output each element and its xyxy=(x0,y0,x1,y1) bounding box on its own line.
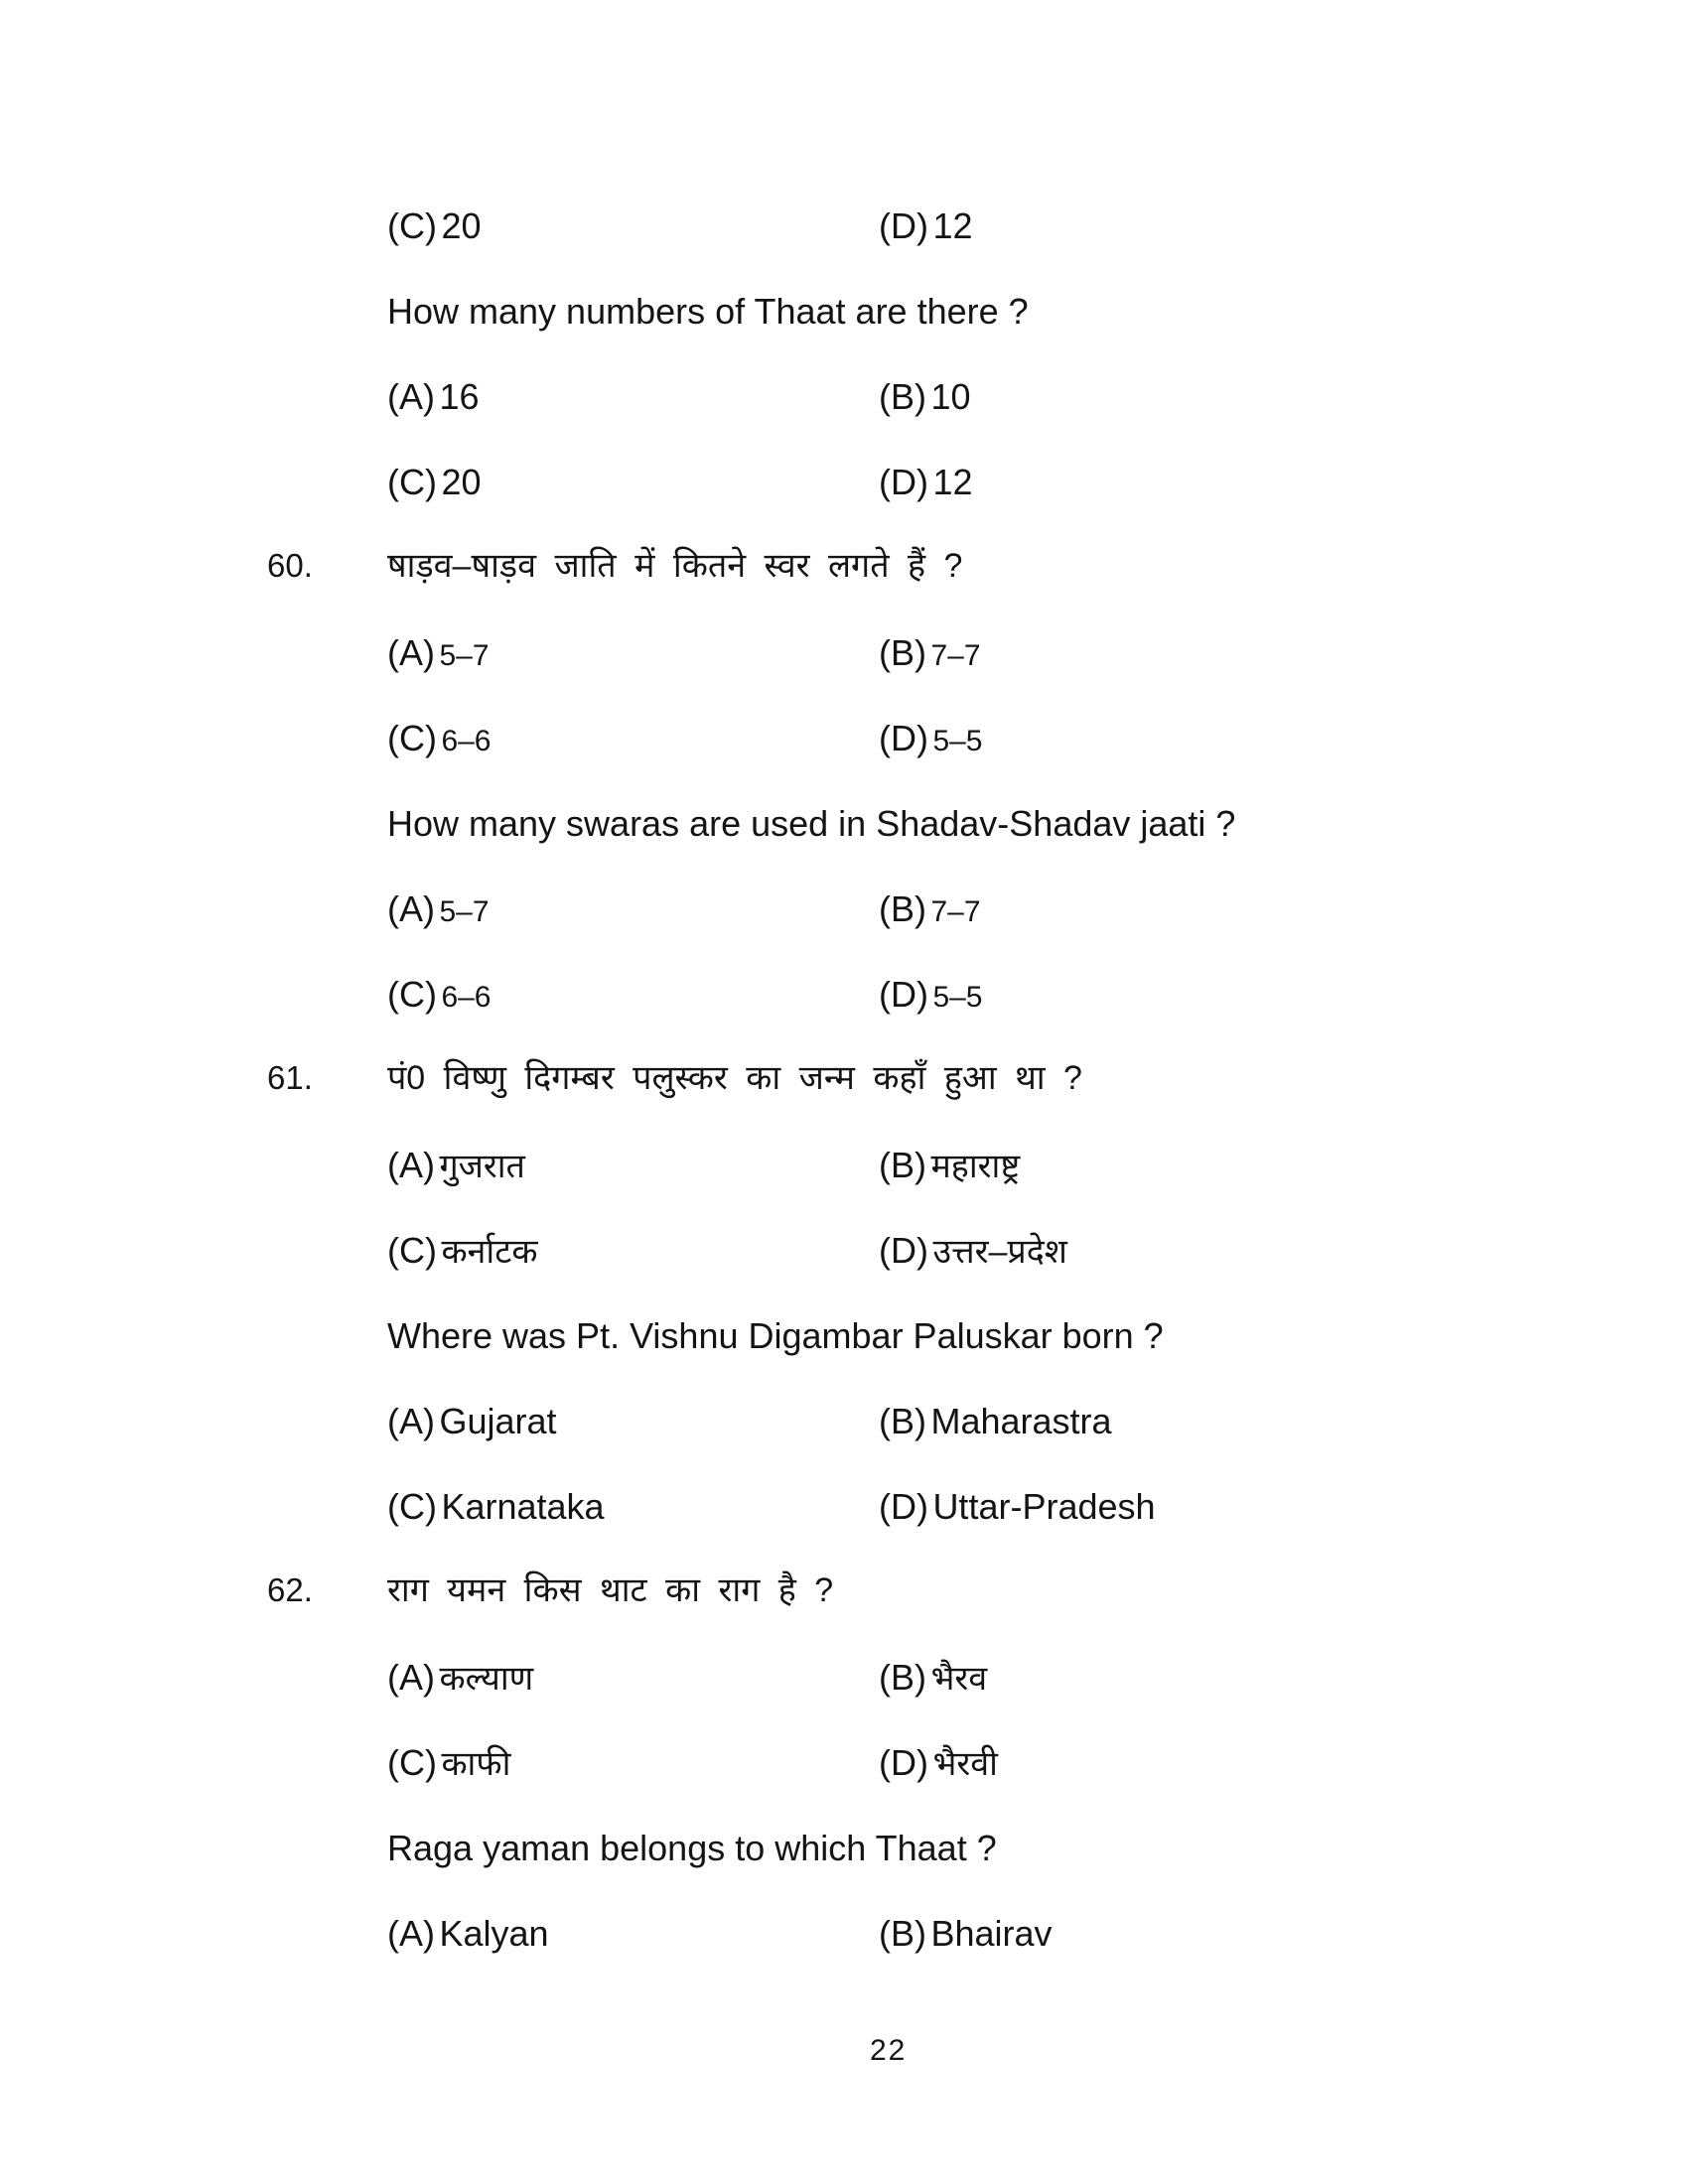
option-row xyxy=(0,205,1688,253)
option-label: (D) xyxy=(879,718,928,758)
option-value: कर्नाटक xyxy=(441,1233,538,1271)
option-value: Kalyan xyxy=(439,1913,549,1954)
option-value: कल्याण xyxy=(439,1660,534,1698)
option-label: (D) xyxy=(879,1230,928,1271)
option-value: भैरव xyxy=(930,1660,988,1698)
option-value: 5–7 xyxy=(439,639,490,672)
option-c xyxy=(387,1742,510,1784)
option-a xyxy=(387,1913,549,1954)
option-c xyxy=(387,1230,537,1272)
option-d xyxy=(879,1742,998,1784)
option-a xyxy=(387,888,490,930)
page-number: 22 xyxy=(870,2034,908,2067)
option-label: (C) xyxy=(387,718,437,758)
option-row xyxy=(0,1230,1688,1278)
option-b xyxy=(879,1657,987,1699)
option-value: 20 xyxy=(441,462,482,502)
option-label: (B) xyxy=(879,1401,926,1441)
option-label: (C) xyxy=(387,1230,437,1271)
question-number: 61. xyxy=(267,1059,313,1096)
option-label: (C) xyxy=(387,1742,437,1783)
question-row xyxy=(0,803,1688,851)
option-label: (A) xyxy=(387,1913,435,1954)
option-label: (B) xyxy=(879,1145,926,1185)
question-text-english: How many numbers of Thaat are there ? xyxy=(387,291,1029,332)
option-value: Uttar-Pradesh xyxy=(932,1486,1156,1527)
option-value: 5–5 xyxy=(932,725,983,757)
option-b xyxy=(879,1145,1020,1186)
option-value: 5–7 xyxy=(439,895,490,928)
option-value: 6–6 xyxy=(441,981,492,1014)
option-b xyxy=(879,1401,1112,1441)
option-value: 20 xyxy=(441,205,482,246)
question-row xyxy=(0,291,1688,339)
option-row xyxy=(0,462,1688,509)
question-row xyxy=(0,547,1688,595)
option-value: 12 xyxy=(932,462,973,502)
option-value: Gujarat xyxy=(439,1401,557,1441)
question-row xyxy=(0,1059,1688,1107)
option-label: (B) xyxy=(879,888,926,929)
option-a xyxy=(387,1401,557,1441)
option-b xyxy=(879,1913,1053,1954)
option-value: 12 xyxy=(932,205,973,246)
option-row xyxy=(0,1401,1688,1448)
option-value: भैरवी xyxy=(932,1745,998,1783)
option-value: 16 xyxy=(439,376,480,417)
option-label: (A) xyxy=(387,632,435,673)
option-value: काफी xyxy=(441,1745,511,1783)
option-row xyxy=(0,376,1688,424)
option-b xyxy=(879,376,971,417)
option-c xyxy=(387,718,492,759)
option-c xyxy=(387,1486,605,1527)
option-row xyxy=(0,1742,1688,1790)
question-text-english: Where was Pt. Vishnu Digambar Paluskar born ? xyxy=(387,1315,1164,1356)
question-number: 60. xyxy=(267,547,313,584)
option-label: (C) xyxy=(387,1486,437,1527)
option-d xyxy=(879,462,972,502)
option-value: Maharastra xyxy=(930,1401,1112,1441)
option-row xyxy=(0,718,1688,765)
option-d xyxy=(879,1486,1156,1527)
option-value: 5–5 xyxy=(932,981,983,1014)
option-value: महाराष्ट्र xyxy=(930,1148,1021,1185)
option-row xyxy=(0,1913,1688,1961)
option-row xyxy=(0,974,1688,1022)
option-a xyxy=(387,376,480,417)
option-label: (A) xyxy=(387,1657,435,1698)
option-label: (B) xyxy=(879,1913,926,1954)
option-label: (A) xyxy=(387,1145,435,1185)
option-label: (C) xyxy=(387,462,437,502)
option-row xyxy=(0,632,1688,680)
option-a xyxy=(387,1145,525,1186)
option-label: (D) xyxy=(879,205,928,246)
option-d xyxy=(879,205,972,246)
option-row xyxy=(0,1145,1688,1192)
option-d xyxy=(879,1230,1067,1272)
option-label: (C) xyxy=(387,205,437,246)
question-row xyxy=(0,1828,1688,1875)
option-value: Bhairav xyxy=(930,1913,1053,1954)
option-label: (B) xyxy=(879,376,926,417)
option-label: (B) xyxy=(879,632,926,673)
option-row xyxy=(0,888,1688,936)
option-row xyxy=(0,1486,1688,1534)
option-c xyxy=(387,462,481,502)
option-label: (D) xyxy=(879,974,928,1015)
option-row xyxy=(0,1657,1688,1705)
option-label: (D) xyxy=(879,462,928,502)
question-text-english: How many swaras are used in Shadav-Shadav jaati ? xyxy=(387,803,1236,844)
option-c xyxy=(387,205,481,246)
question-text-hindi: षाड़व–षाड़व जाति में कितने स्वर लगते हैं ? xyxy=(387,547,963,585)
option-label: (A) xyxy=(387,888,435,929)
option-c xyxy=(387,974,492,1016)
question-row xyxy=(0,1571,1688,1619)
option-label: (D) xyxy=(879,1742,928,1783)
question-text-hindi: राग यमन किस थाट का राग है ? xyxy=(387,1571,834,1609)
option-b xyxy=(879,888,981,930)
option-value: 6–6 xyxy=(441,725,492,757)
option-value: 7–7 xyxy=(930,895,981,928)
option-label: (B) xyxy=(879,1657,926,1698)
option-label: (A) xyxy=(387,376,435,417)
question-row xyxy=(0,1315,1688,1363)
option-value: Karnataka xyxy=(441,1486,605,1527)
option-label: (C) xyxy=(387,974,437,1015)
option-a xyxy=(387,632,490,674)
option-d xyxy=(879,718,983,759)
option-d xyxy=(879,974,983,1016)
question-number: 62. xyxy=(267,1571,313,1608)
question-text-english: Raga yaman belongs to which Thaat ? xyxy=(387,1828,997,1868)
option-value: 7–7 xyxy=(930,639,981,672)
option-value: 10 xyxy=(930,376,971,417)
question-text-hindi: पं0 विष्णु दिगम्बर पलुस्कर का जन्म कहाँ हुआ था ? xyxy=(387,1059,1082,1097)
option-value: गुजरात xyxy=(439,1148,525,1185)
option-label: (A) xyxy=(387,1401,435,1441)
option-b xyxy=(879,632,981,674)
option-value: उत्तर–प्रदेश xyxy=(932,1233,1067,1271)
option-label: (D) xyxy=(879,1486,928,1527)
option-a xyxy=(387,1657,533,1699)
